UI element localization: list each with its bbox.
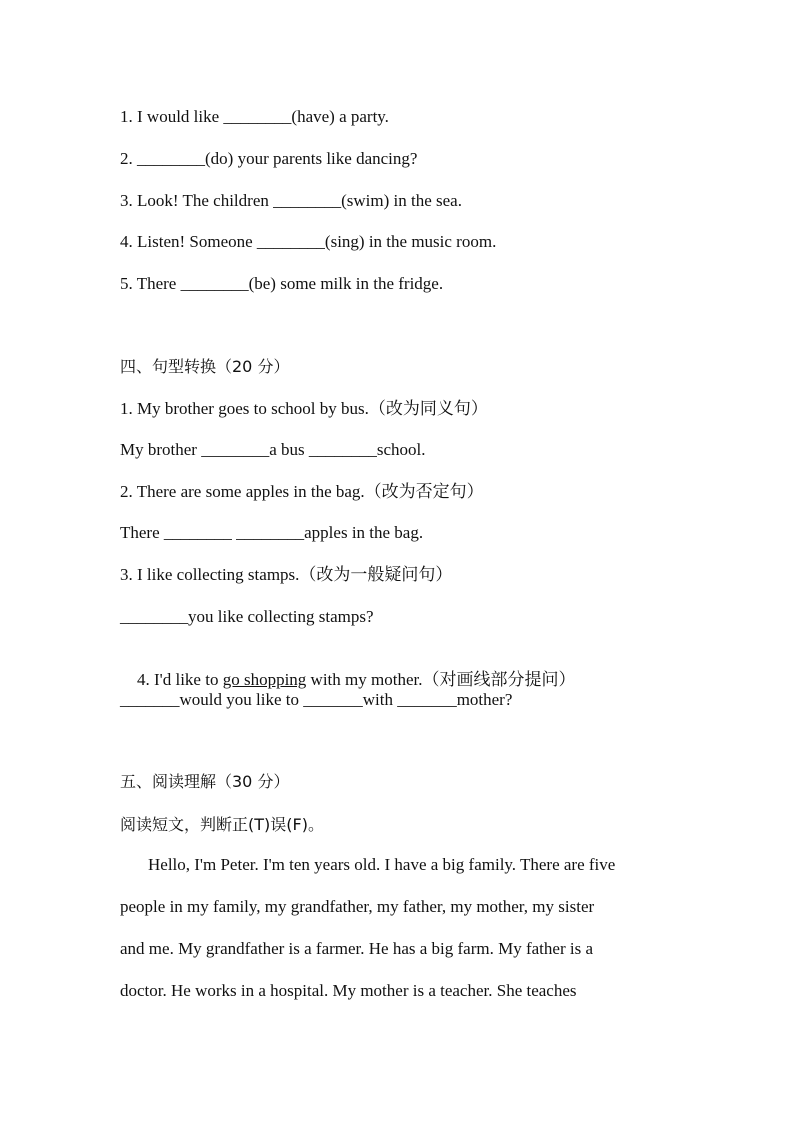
passage-line-2: people in my family, my grandfather, my father, my mother, my sister xyxy=(120,897,595,916)
question-4-underlined-phrase: go shopping xyxy=(222,670,307,689)
question-4-suffix: with my mother.（对画线部分提问） xyxy=(306,670,576,689)
passage-line-1: Hello, I'm Peter. I'm ten years old. I have a big family. There are five xyxy=(148,855,616,874)
section-four-heading: 四、句型转换（20 分） xyxy=(120,357,290,376)
transform-question-3: 3. I like collecting stamps.（改为一般疑问句） xyxy=(120,565,453,584)
transform-answer-1: My brother ________a bus ________school. xyxy=(120,440,426,459)
transform-question-2: 2. There are some apples in the bag.（改为否定句） xyxy=(120,482,484,501)
fill-blank-item-4: 4. Listen! Someone ________(sing) in the music room. xyxy=(120,232,497,251)
transform-answer-3: ________you like collecting stamps? xyxy=(120,607,374,626)
reading-instruction: 阅读短文，判断正(T)误(F)。 xyxy=(120,815,324,834)
fill-blank-item-5: 5. There ________(be) some milk in the fridge. xyxy=(120,274,444,293)
transform-question-1: 1. My brother goes to school by bus.（改为同义句） xyxy=(120,399,488,418)
transform-answer-4: _______would you like to _______with _______mother? xyxy=(120,690,513,709)
passage-line-3: and me. My grandfather is a farmer. He has a big farm. My father is a xyxy=(120,939,593,958)
reading-passage xyxy=(120,844,680,1012)
fill-blank-item-1: 1. I would like ________(have) a party. xyxy=(120,107,389,126)
section-five-heading: 五、阅读理解（30 分） xyxy=(120,772,290,791)
fill-blank-item-3: 3. Look! The children ________(swim) in the sea. xyxy=(120,191,462,210)
transform-answer-2: There ________ ________apples in the bag. xyxy=(120,523,424,542)
fill-blank-item-2: 2. ________(do) your parents like dancing? xyxy=(120,149,418,168)
passage-line-4: doctor. He works in a hospital. My mother is a teacher. She teaches xyxy=(120,981,577,1000)
question-4-prefix: 4. I'd like to xyxy=(137,670,223,689)
